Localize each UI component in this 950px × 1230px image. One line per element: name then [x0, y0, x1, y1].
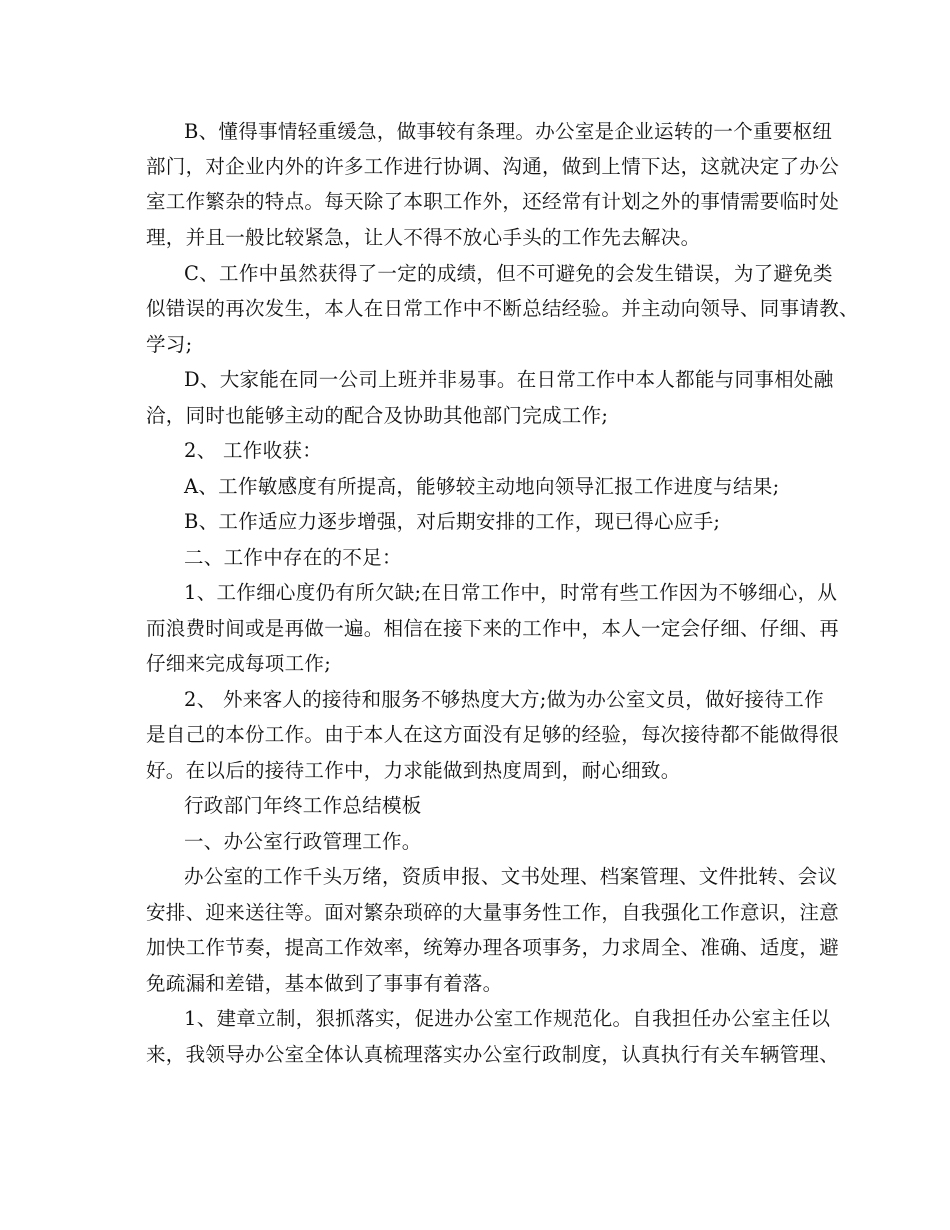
paragraph-line: 安排、迎来送往等。面对繁杂琐碎的大量事务性工作，自我强化工作意识，注意: [146, 901, 840, 924]
paragraph-line: C、工作中虽然获得了一定的成绩，但不可避免的会发生错误，为了避免类: [184, 262, 833, 285]
paragraph-line: 学习;: [146, 333, 193, 356]
paragraph-line: B、懂得事情轻重缓急，做事较有条理。办公室是企业运转的一个重要枢纽: [184, 120, 833, 143]
paragraph-line: 仔细来完成每项工作;: [146, 652, 332, 675]
paragraph-line: 洽，同时也能够主动的配合及协助其他部门完成工作;: [146, 404, 609, 427]
paragraph-line: 似错误的再次发生，本人在日常工作中不断总结经验。并主动向领导、同事请教、: [146, 297, 859, 320]
document-title: 行政部门年终工作总结模板: [184, 794, 422, 817]
section-heading: 2、 工作收获：: [184, 439, 323, 462]
paragraph-line: 而浪费时间或是再做一遍。相信在接下来的工作中，本人一定会仔细、仔细、再: [146, 617, 840, 640]
paragraph-line: B、工作适应力逐步增强，对后期安排的工作，现已得心应手;: [184, 510, 721, 533]
paragraph-line: 是自己的本份工作。由于本人在这方面没有足够的经验，每次接待都不能做得很: [146, 723, 840, 746]
section-heading: 一、办公室行政管理工作。: [184, 830, 422, 853]
paragraph-line: 室工作繁杂的特点。每天除了本职工作外，还经常有计划之外的事情需要临时处: [146, 190, 840, 213]
paragraph-line: 1、工作细心度仍有所欠缺;在日常工作中，时常有些工作因为不够细心，从: [184, 581, 838, 604]
section-heading: 二、工作中存在的不足：: [184, 546, 402, 569]
paragraph-line: 2、 外来客人的接待和服务不够热度大方;做为办公室文员，做好接待工作: [184, 688, 824, 711]
paragraph-line: 办公室的工作千头万绪，资质申报、文书处理、档案管理、文件批转、会议: [184, 865, 838, 888]
paragraph-line: A、工作敏感度有所提高，能够较主动地向领导汇报工作进度与结果;: [184, 475, 780, 498]
paragraph-line: 理，并且一般比较紧急，让人不得不放心手头的工作先去解决。: [146, 226, 701, 249]
paragraph-line: 1、建章立制，狠抓落实，促进办公室工作规范化。自我担任办公室主任以: [184, 1007, 831, 1030]
paragraph-line: 部门，对企业内外的许多工作进行协调、沟通，做到上情下达，这就决定了办公: [146, 155, 840, 178]
paragraph-line: 加快工作节奏，提高工作效率，统筹办理各项事务，力求周全、准确、适度，避: [146, 936, 840, 959]
paragraph-line: 来，我领导办公室全体认真梳理落实办公室行政制度，认真执行有关车辆管理、: [146, 1043, 840, 1066]
paragraph-line: 好。在以后的接待工作中，力求能做到热度周到，耐心细致。: [146, 759, 681, 782]
paragraph-line: D、大家能在同一公司上班并非易事。在日常工作中本人都能与同事相处融: [184, 368, 834, 391]
paragraph-line: 免疏漏和差错，基本做到了事事有着落。: [146, 972, 503, 995]
